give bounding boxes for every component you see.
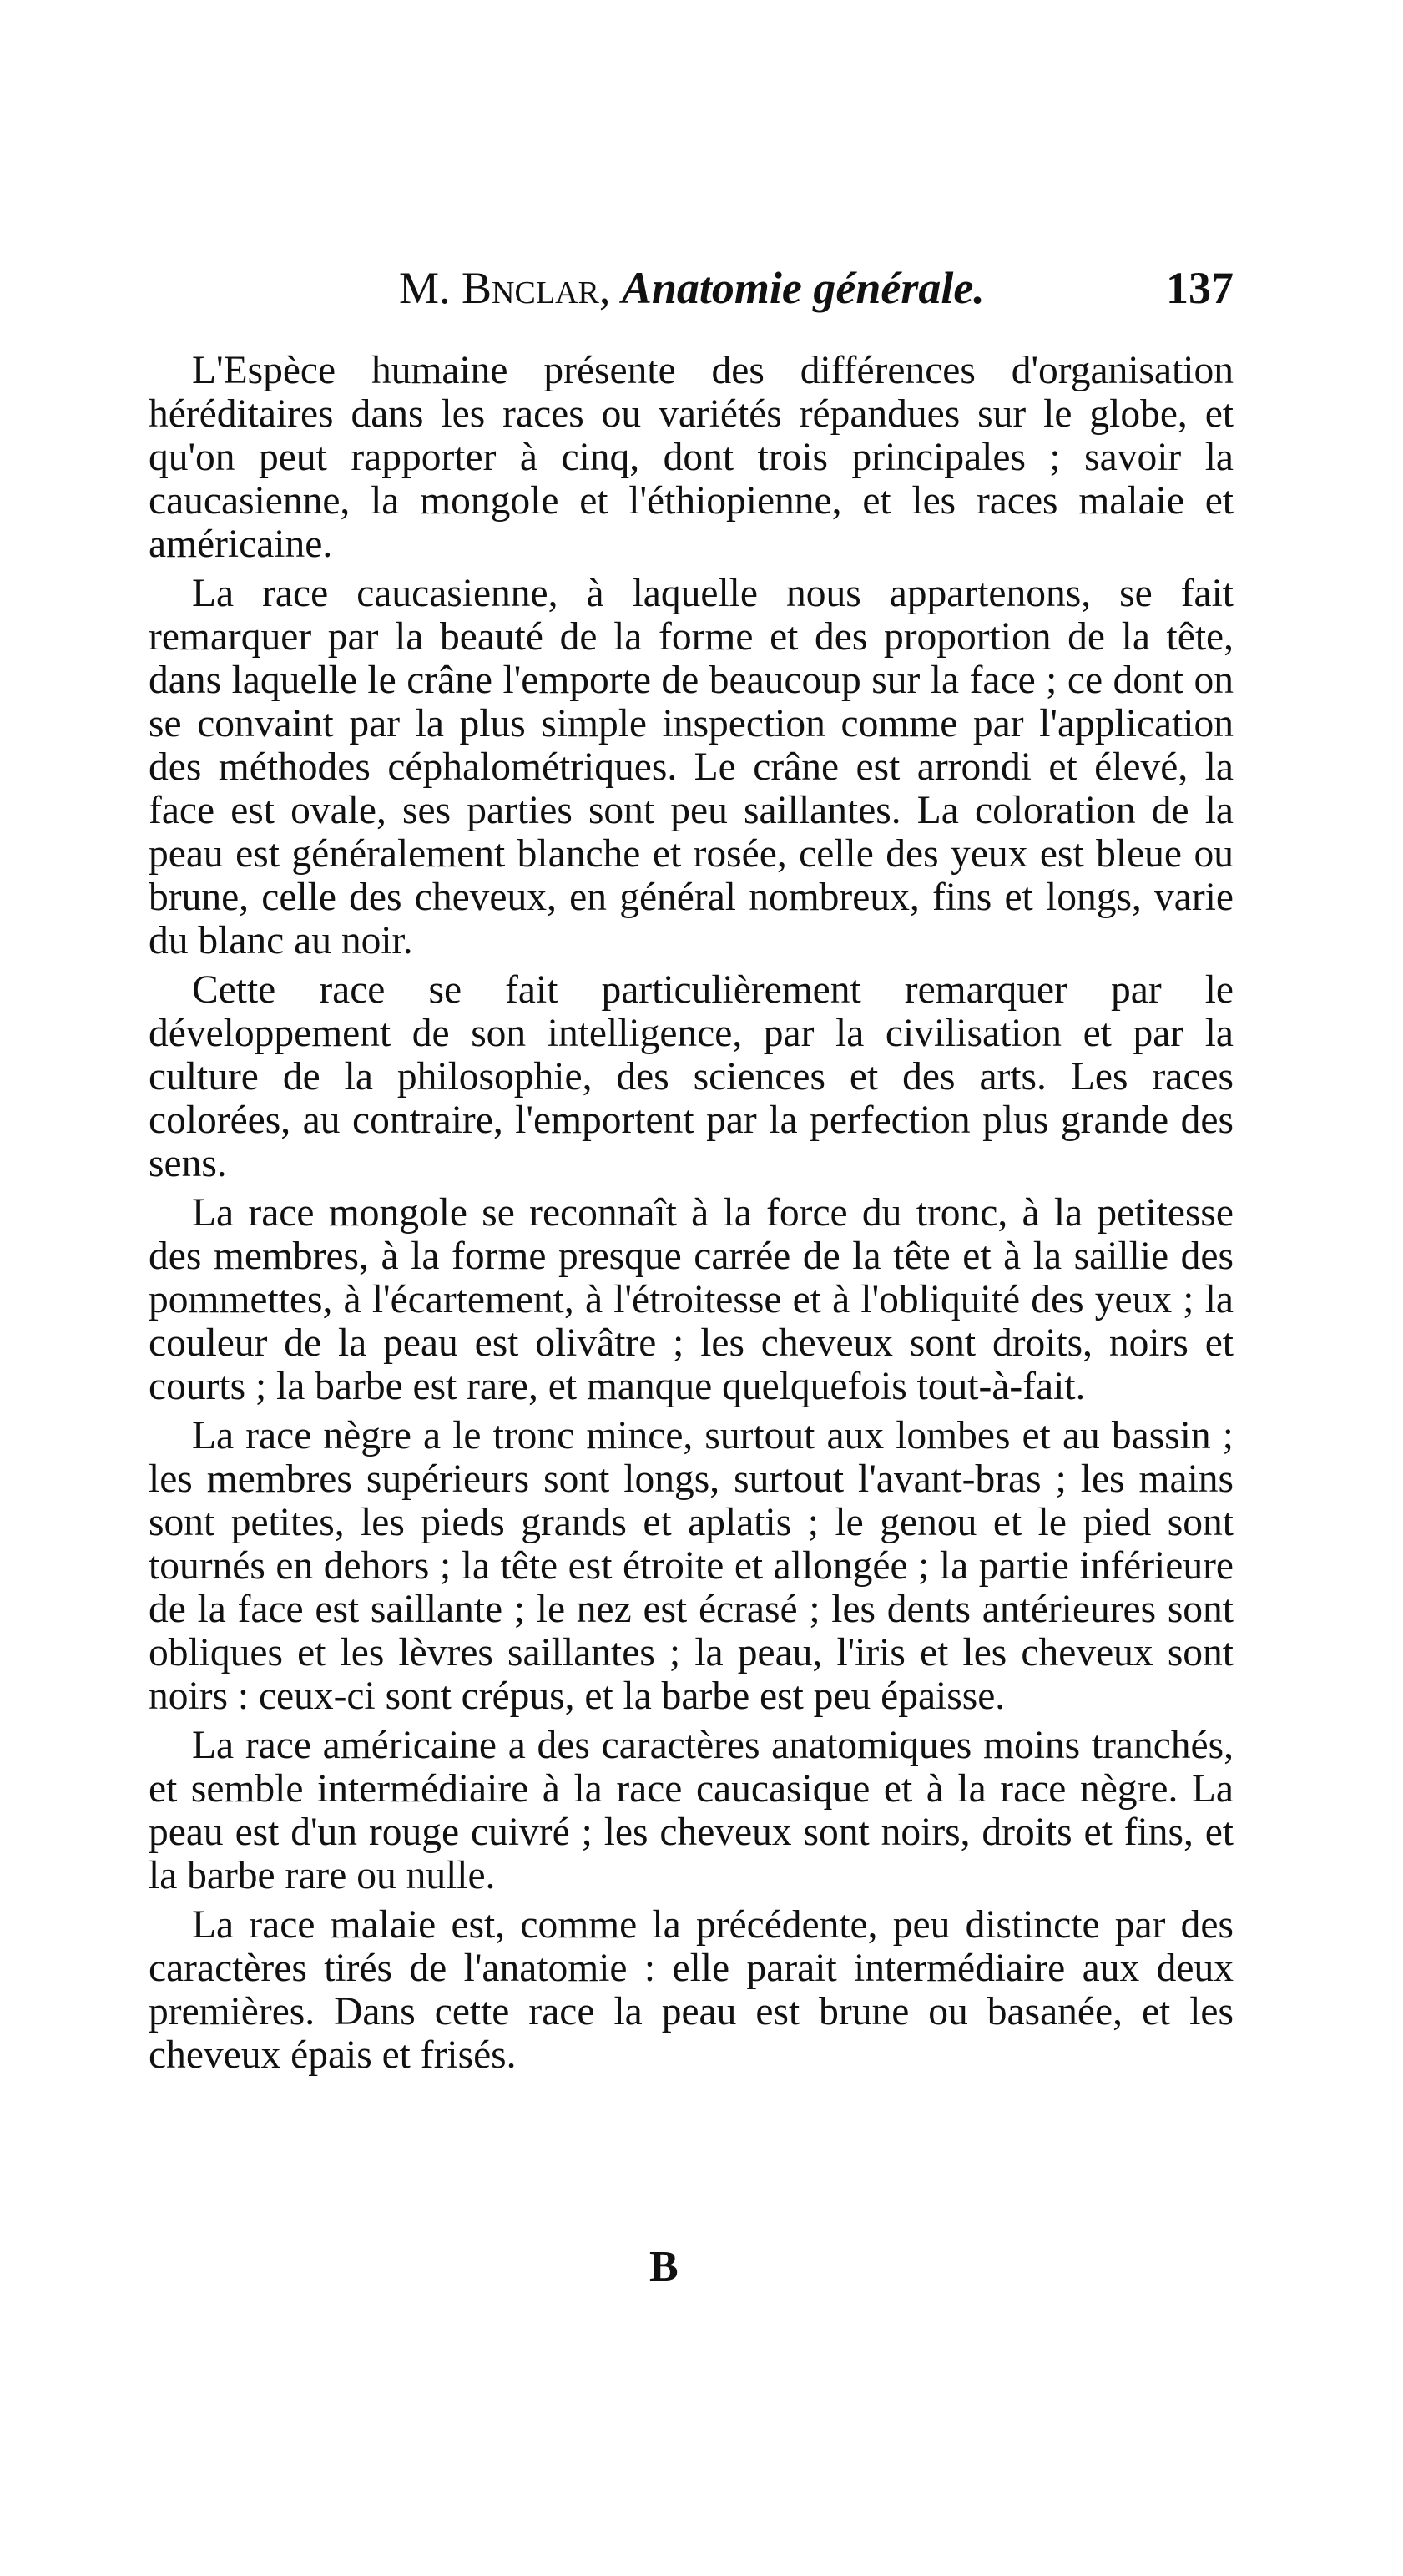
book-title: Anatomie générale.	[621, 263, 985, 313]
paragraph-mongol-race: La race mongole se reconnaît à la force du tronc, à la petitesse des membres, à la forme presque carrée de la tête et à la saillie des pommettes, à l'écartement, à l'étroitesse et à l'obliquité des yeux ; la couleur de la peau est olivâtre ; les cheveux sont droits, noirs et courts ; la barbe est rare, et manque quelquefois tout-à-fait.	[149, 1191, 1234, 1408]
running-head-title	[399, 259, 985, 317]
author-name: M. Bnclar,	[399, 263, 611, 313]
body-text	[149, 349, 1234, 2083]
page-number: 137	[1166, 263, 1234, 313]
paragraph-malay-race: La race malaie est, comme la précédente, peu distincte par des caractères tirés de l'anatomie : elle parait intermédiaire aux deux premières. Dans cette race la peau est brune ou basanée, et les cheveux épais et frisés.	[149, 1903, 1234, 2077]
paragraph-intelligence: Cette race se fait particulièrement remarquer par le développement de son intelligence, par la civilisation et par la culture de la philosophie, des sciences et des arts. Les races colorées, au contraire, l'emportent par la perfection plus grande des sens.	[149, 968, 1234, 1185]
paragraph-negro-race: La race nègre a le tronc mince, surtout aux lombes et au bassin ; les membres supérieurs sont longs, surtout l'avant-bras ; les mains sont petites, les pieds grands et aplatis ; le genou et le pied sont tournés en dehors ; la tête est étroite et allongée ; la partie inférieure de la face est saillante ; le nez est écrasé ; les dents antérieures sont obliques et les lèvres saillantes ; la peau, l'iris et les cheveux sont noirs : ceux-ci sont crépus, et la barbe est peu épaisse.	[149, 1414, 1234, 1718]
paragraph-human-species: L'Espèce humaine présente des différences d'organisation héréditaires dans les races ou variétés répandues sur le globe, et qu'on peut rapporter à cinq, dont trois principales ; savoir la caucasienne, la mongole et l'éthiopienne, et les races malaie et américaine.	[149, 349, 1234, 566]
running-head	[149, 259, 1234, 317]
signature-mark: B	[649, 2243, 679, 2291]
paragraph-caucasian-race: La race caucasienne, à laquelle nous appartenons, se fait remarquer par la beauté de la forme et des proportion de la tête, dans laquelle le crâne l'emporte de beaucoup sur la face ; ce dont on se convaint par la plus simple inspection comme par l'application des méthodes céphalométriques. Le crâne est arrondi et élevé, la face est ovale, ses parties sont peu saillantes. La coloration de la peau est généralement blanche et rosée, celle des yeux est bleue ou brune, celle des cheveux, en général nombreux, fins et longs, varie du blanc au noir.	[149, 572, 1234, 962]
paragraph-american-race: La race américaine a des caractères anatomiques moins tranchés, et semble intermédiaire à la race caucasique et à la race nègre. La peau est d'un rouge cuivré ; les cheveux sont noirs, droits et fins, et la barbe rare ou nulle.	[149, 1724, 1234, 1897]
